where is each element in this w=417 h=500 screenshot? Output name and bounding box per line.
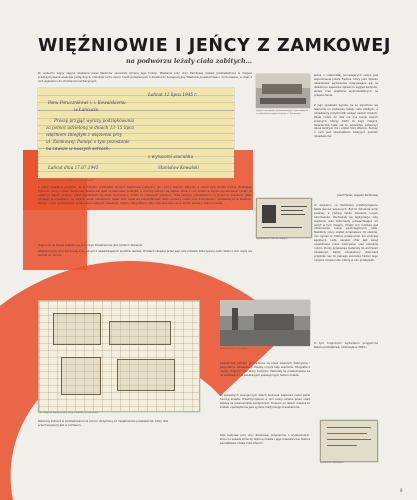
plan-block <box>109 321 171 345</box>
caption-document: Dokument z archiwum <box>320 462 344 464</box>
id-card-line <box>262 227 302 228</box>
page-number: 8 <box>400 488 403 493</box>
prison-plan-image <box>38 300 200 412</box>
plan-block <box>53 313 101 345</box>
document-line <box>327 427 371 428</box>
letter-line: Łańcut 12 lipca 1945 r. <box>148 92 198 97</box>
letter-signature: Stanisław Kowalski <box>158 165 199 170</box>
town-photo <box>220 300 310 346</box>
page-title: WIĘŹNIOWIE I JEŃCY Z ZAMKOWEJ <box>38 36 391 56</box>
caption-letter: Podziękowanie za pomoc od więźnia, autor nieznany <box>38 180 93 182</box>
document-image <box>320 420 378 462</box>
letter-line: na zawsze w naszych sercach. <box>46 146 111 151</box>
plan-block <box>117 359 175 391</box>
right-column-text-3: W więzieniu na Zamkowej przetrzymywano także jeńców wojennych. Byli to żołnierze armii polskiej, a później także żołnierze innych narodowości. Zachowały się legitymacje, listy więźniów oraz dokumenty potwierdzające ich pobyt w tym miejscu. Dzięki nim możliwe jest odtworzenie losów poszczególnych osób. Niektórzy jeńcy zostali przeniesieni do obozów, inni zginęli w trakcie przesłuchań lub podczas egzekucji. Lista nazwisk ofiar jest wciąż uzupełniana przez historyków oraz członków rodzin, którzy przekazują materiały do archiwum miejskiego. Każdy odnaleziony dokument przybliża nas do pełnego poznania historii tego miejsca i losów ludzi, którzy w nim przebywali. <box>314 204 378 262</box>
letter-line: Panu Porucznikowi i. i. Kowalskiemu <box>48 100 126 105</box>
id-card-line <box>281 210 303 211</box>
caption-plan: Plan budynku więzienia przy ulicy Zamkowej w Rzeszowie <box>38 412 99 414</box>
left-body-text-2: Miejsce to na trwałe zapisało się w pamięci mieszkańców jako symbol cierpienia. <box>38 244 143 247</box>
right-column-text-4: O tym tragicznym wydarzeniu przypomina tablica pamiątkowa, odsłonięta w 2004 r. <box>314 342 378 349</box>
left-body-text: Z relacji świadków wiadomo, że w budynku przebywali zarówno więźniowie polityczni, jak i jeńcy wojenni. Warunki w celach były bardzo trudne. Brakowało żywności, wody i opieki medycznej. Więźniowie spali na betonowej podłodze, a choroby szerzyły się szybko. Wielu z nich zmarło w wyniku wycieńczenia i pobić. W ostatnich dniach okupacji, przed wycofaniem się wojsk niemieckich, doszło do masowych egzekucji. Ciała zabitych pozostawiono na podwórzu więzienia, gdzie odnaleźli je mieszkańcy po wejściu wojsk radzieckich. Część ofiar udało się zidentyfikować dzięki pomocy rodzin oraz dokumentom odnalezionym w budynku. Pamięć o tych wydarzeniach przetrwała w relacjach świadków, listach i fotografiach, które dziś stanowią cenne źródło wiedzy o historii miasta. <box>38 186 252 205</box>
town-photo-tower <box>232 308 238 330</box>
id-card-photo <box>262 205 276 223</box>
id-card-line <box>281 214 305 215</box>
id-card-line <box>281 206 307 207</box>
letter-line: z wyrazami szacunku <box>148 154 194 159</box>
center-bottom-text-1: Świadectwa pamięci gromadzone są przez lokalnych historyków i pasjonatów. Odnaleziono między innymi listy więźniów, fotografie z okresu okupacji oraz plany budynku. Materiały te prezentowane są na wystawach i w publikacjach poświęconych historii miasta. <box>220 362 310 377</box>
caption-archive-photo: Zdjęcie archiwalne przedstawiające ciała zabitych na dziedzińcu więzienia przy ul. Zamkowej <box>256 110 309 115</box>
archive-photo-ground <box>260 98 306 104</box>
letter-line: w Łańcucie <box>74 107 99 112</box>
caption-town-photo: Widok miasta z lotu ptaka <box>220 348 248 350</box>
town-photo-ground <box>220 330 310 346</box>
letter-line: Proszę przyjąć wyrazy podziękowania <box>54 118 135 123</box>
center-bottom-text-3: Dziś budynek przy ulicy Zamkowej przypomina o wydarzeniach, które na zawsze zmieniły historię miasta i jego mieszkańców. Tablica pamiątkowa oddaje hołd ofiarom. <box>220 434 310 445</box>
quote-signature: Józef Fiedor, więzień Zamkowej <box>337 194 378 197</box>
document-line <box>327 433 367 434</box>
town-photo-building <box>254 314 294 330</box>
intro-text: Po wybuchu wojny zajęcie więzienia przez Niemców oznaczało zmianę jego funkcji. Więzienie przy ulicy Zamkowej zostało przekształcone w miejsce przetrzymywania więźniów politycznych, członków ruchu oporu i osób podejrzanych o działalność konspiracyjną. Więźniów przesłuchiwano i torturowano, a część z nich wywożono do obozów koncentracyjnych. <box>38 72 252 83</box>
id-card-image <box>256 198 312 238</box>
bottom-left-text: Nieznany żołnierz w podziękowaniu za pomoc otrzymaną od mieszkańców przekazał list, który dziś przechowywany jest w archiwum. <box>38 420 168 427</box>
center-bottom-text-2: W pierwszych powojennych latach budynek więzienia nadal pełnił funkcję aresztu. Przetrzymywano w nim osoby uznane przez nową władzę za przeciwników politycznych. Dopiero po latach miejsce to zostało upamiętnione jako symbol martyrologii mieszkańców. <box>220 394 310 409</box>
page-subtitle: na podwórzu leżały ciała zabitych… <box>126 57 253 65</box>
letter-date: Łańcut dnia 17.07.1945 <box>48 165 99 170</box>
letter-line: za pomoc udzieloną w dniach 13–15 lipca <box>46 125 134 130</box>
left-body-text-3: Więzienie przy ulicy Zamkowej było jednym z najważniejszych punktów represji. W latach okupacji przez jego cele przeszło kilka tysięcy osób. Wielu z nich nigdy nie wróciło do domów. <box>38 250 252 257</box>
letter-image <box>38 88 234 178</box>
document-line <box>327 439 371 440</box>
letter-line: więźniom zbiegłym z więzienia przy <box>46 132 122 137</box>
right-column-text-1: Jedną z najbardziej poruszających relacji jest wspomnienie Józefa Fiedora, który jako dziecko obserwował wydarzenia rozgrywające się na dziedzińcu więzienia. Opisał on wygląd budynku, straże oraz więźniów wyprowadzanych na przesłuchania. <box>314 74 378 97</box>
right-column-text-2: Z jego opowieści wynika, że po wycofaniu się Niemców na podwórzu leżały ciała zabitych, a mieszkańcy przychodzili szukać swoich bliskich. Wiele rodzin do dziś nie zna losów swoich krewnych, którzy trafili do tego miejsca. Świadectwa takie jak to pozwalają odtworzyć obraz tamtych dni i oddać hołd ofiarom. Pamięć o nich jest obowiązkiem kolejnych pokoleń mieszkańców. <box>314 104 378 139</box>
archive-photo-building <box>262 84 302 94</box>
document-line <box>327 445 357 446</box>
plan-block <box>61 357 101 395</box>
letter-line: ul. Zamkowej. Pamięć o tym pozostanie <box>46 139 130 144</box>
caption-id-card: Legitymacja z okresu okupacji <box>256 238 288 240</box>
archive-photo <box>256 74 310 108</box>
